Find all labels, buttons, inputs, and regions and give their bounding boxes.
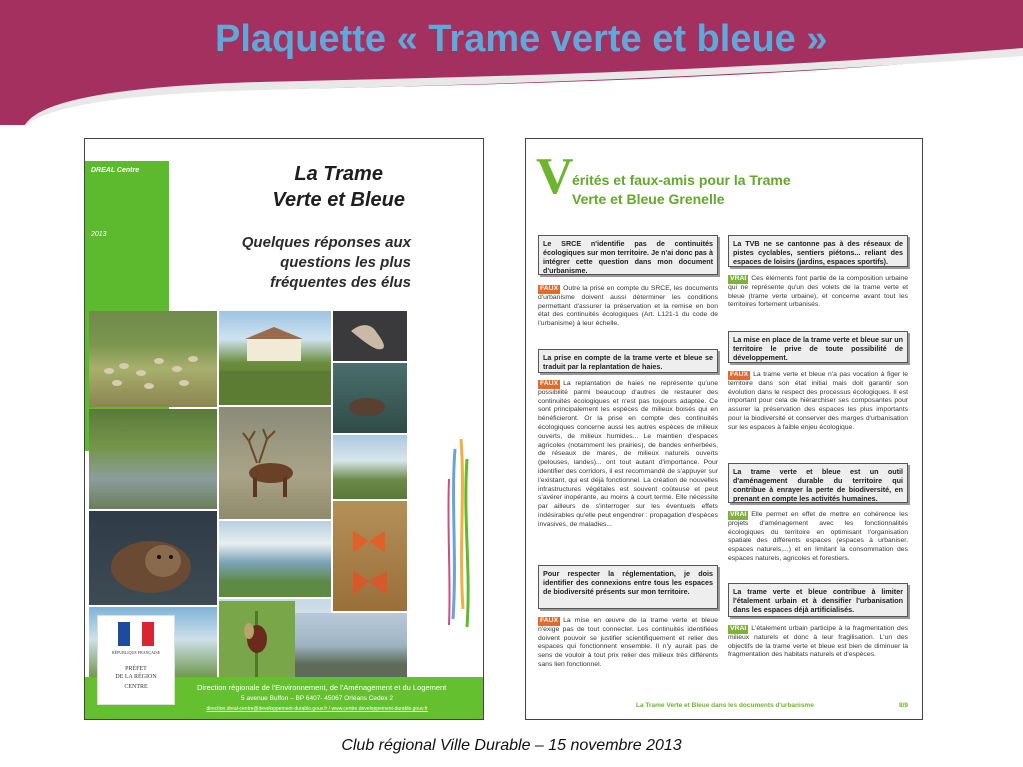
question-box: Pour respecter la réglementation, je dois identifier des connexions entre tous les espaces de biodiversité présents sur mon territoire.: [538, 565, 718, 609]
answer-text: [728, 371, 908, 433]
cover-title-line2: Verte et Bleue: [272, 189, 405, 211]
inside-heading-line2: Verte et Bleue Grenelle: [572, 191, 725, 207]
answer-body: L'étalement urbain participe à la fragmentation des milieux naturels et donc à leur fragilisation. L'un des objectifs de la trame verte et bleue est bien de diminuer la fragmentation des habitats naturels et d'espèces.: [728, 625, 908, 659]
photo-river-reeds: [89, 409, 217, 509]
cover-footer-line3: direction.dreal-centre@developpement-durable.gouv.fr / www.centre.developpement-durable.gouv.fr: [206, 706, 428, 712]
faux-badge: FAUX: [540, 380, 559, 387]
photo-house-garden: [219, 311, 331, 405]
answer-text: [728, 625, 908, 660]
photo-deer: [219, 407, 331, 519]
question-box: La mise en place de la trame verte et bleue sur un territoire le prive de toute possibilité de développement.: [728, 331, 908, 363]
inside-heading: [572, 171, 791, 209]
faux-badge: FAUX: [540, 285, 559, 292]
vrai-badge: VRAI: [730, 625, 747, 632]
vrai-badge: VRAI: [730, 511, 747, 518]
cover-org: DREAL Centre: [91, 167, 140, 174]
photo-city: [295, 613, 407, 677]
marianne-logo-icon: [118, 622, 154, 646]
answer-text: [538, 285, 718, 329]
cover-subtitle-line1: Quelques réponses aux: [241, 234, 411, 251]
photo-otter-water: [333, 363, 407, 433]
answer-body: La trame verte et bleue n'a pas vocation à figer le territoire dans son état initial mais doit garantir son évolution dans le respect des processus écologiques. Il est important pour cela de hiérarchiser ses composantes pour assurer la préservation des espaces les plus importants pour la biodiversité et conserver des marges d'urbanisation sur les espaces à faible enjeu écologique.: [728, 371, 908, 431]
answer-body: Ces éléments font partie de la composition urbaine qui ne représente qu'un des volets de la trame verte et bleue (trame verte urbaine), et concerne avant tout les territoires fortement urbanisés.: [728, 275, 908, 309]
vrai-badge: VRAI: [730, 275, 747, 282]
slide-title: Plaquette « Trame verte et bleue »: [215, 18, 828, 60]
photo-orchid: [219, 601, 295, 679]
answer-body: La mise en œuvre de la trame verte et bleue n'exige pas de tout connecter. Les continuités identifiées doivent pouvoir se justifier scientifiquement et relier des espaces qui fonctionnent ensemble. Il n'y aurait pas de sens de vouloir à tout prix relier des milieux très différents sans lien fonctionnel.: [538, 617, 718, 668]
decorative-lines: [443, 439, 483, 629]
slide-caption: Club régional Ville Durable – 15 novembre 2013: [341, 737, 682, 754]
prefet-logo: [97, 615, 175, 705]
cover-title-line1: La Trame: [294, 163, 383, 185]
cover-year: 2013: [91, 231, 107, 238]
drop-cap: V: [536, 148, 574, 205]
inside-footer: La Trame Verte et Bleue dans les documents d'urbanisme: [636, 702, 814, 709]
answer-body: La replantation de haies ne représente qu'une possibilité parmi beaucoup d'autres de restaurer des continuités écologiques et n'est pas toujours adaptée. Ce sont principalement les espèces de milieux boisés qui en bénéficieront. Or la prise en compte des continuités écologiques concerne aussi les autres espèces de milieux ouverts, de milieux humides... Le maintien d'espaces agricoles (notamment les prairies), de bandes enherbées, de réseaux de mares, de milieux naturels ouverts (pelouses, landes)... ont tout autant d'importance. Pour identifier des corridors, il est recommandé de s'appuyer sur l'existant, qui est déjà fonctionnel. La création de nouvelles infrastructures végétales est souvent coûteuse et peut s'avérer inopérante, au moins à court terme. Elle nécessite par ailleurs de s'interroger sur les éventuels effets indésirables qu'elle peut engendrer : propagation d'espèces invasives, de maladies...: [538, 380, 718, 528]
photo-sheep-field: [89, 311, 217, 407]
cover-footer-line2: 5 avenue Buffon – BP 6407- 45067 Orléans Cedex 2: [241, 695, 393, 702]
inside-heading-line1: érités et faux-amis pour la Trame: [572, 172, 791, 188]
answer-text: [728, 511, 908, 564]
answer-body: Outre la prise en compte du SRCE, les documents d'urbanisme doivent aussi déterminer les conditions permettant d'assurer la préservation et la remise en bon état des continuités écologiques (Art. L121-1 du code de l'urbanisme) à leur échelle.: [538, 285, 718, 328]
photo-loire-valley: [219, 521, 331, 597]
photo-bat: [333, 311, 407, 361]
answer-text: [538, 617, 718, 670]
question-box: La TVB ne se cantonne pas à des réseaux de pistes cyclables, sentiers piétons... reliant des espaces de loisirs (jardins, espaces sportifs).: [728, 235, 908, 267]
prefet-line1: PRÉFET: [125, 666, 147, 672]
cover-subtitle-line3: fréquentes des élus: [270, 274, 411, 291]
cover-page: [84, 138, 484, 720]
photo-butterflies: [333, 501, 407, 611]
question-box: Le SRCE n'identifie pas de continuités écologiques sur mon territoire. Je n'ai donc pas à intégrer cette question dans mon document d'urbanisme.: [538, 235, 718, 275]
inside-page: [525, 138, 923, 720]
answer-text: [728, 275, 908, 310]
photo-otter: [89, 511, 217, 605]
faux-badge: FAUX: [540, 617, 559, 624]
cover-title: [272, 161, 405, 213]
cover-footer-line1: Direction régionale de l'Environnement, de l'Aménagement et du Logement: [197, 683, 447, 692]
question-box: La trame verte et bleue contribue à limiter l'étalement urbain et à densifier l'urbanisation dans les espaces déjà artificialisés.: [728, 583, 908, 617]
question-box: La trame verte et bleue est un outil d'aménagement durable du territoire qui contribue à enrayer la perte de biodiversité, en prenant en compte les activités humaines.: [728, 463, 908, 503]
photo-village: [333, 435, 407, 499]
cover-subtitle: [242, 233, 411, 293]
prefet-line3: CENTRE: [124, 684, 148, 690]
page-number: 8/9: [898, 702, 908, 709]
answer-text: [538, 380, 718, 530]
answer-body: Elle permet en effet de mettre en cohérence les projets d'aménagement avec les fonctionnalités écologiques du territoire en optimisant l'organisation spatiale des différents espaces (espaces à urbaniser, espaces naturels,...) et en limitant la consommation des espaces naturels, agricoles et forestiers.: [728, 511, 908, 562]
republique-label: RÉPUBLIQUE FRANÇAISE: [111, 650, 161, 655]
cover-subtitle-line2: questions les plus: [280, 254, 411, 271]
prefet-line2: DE LA RÉGION: [115, 674, 157, 680]
question-box: La prise en compte de la trame verte et bleue se traduit par la replantation de haies.: [538, 349, 718, 373]
faux-badge: FAUX: [730, 371, 749, 378]
cover-green-strip: [85, 161, 169, 451]
